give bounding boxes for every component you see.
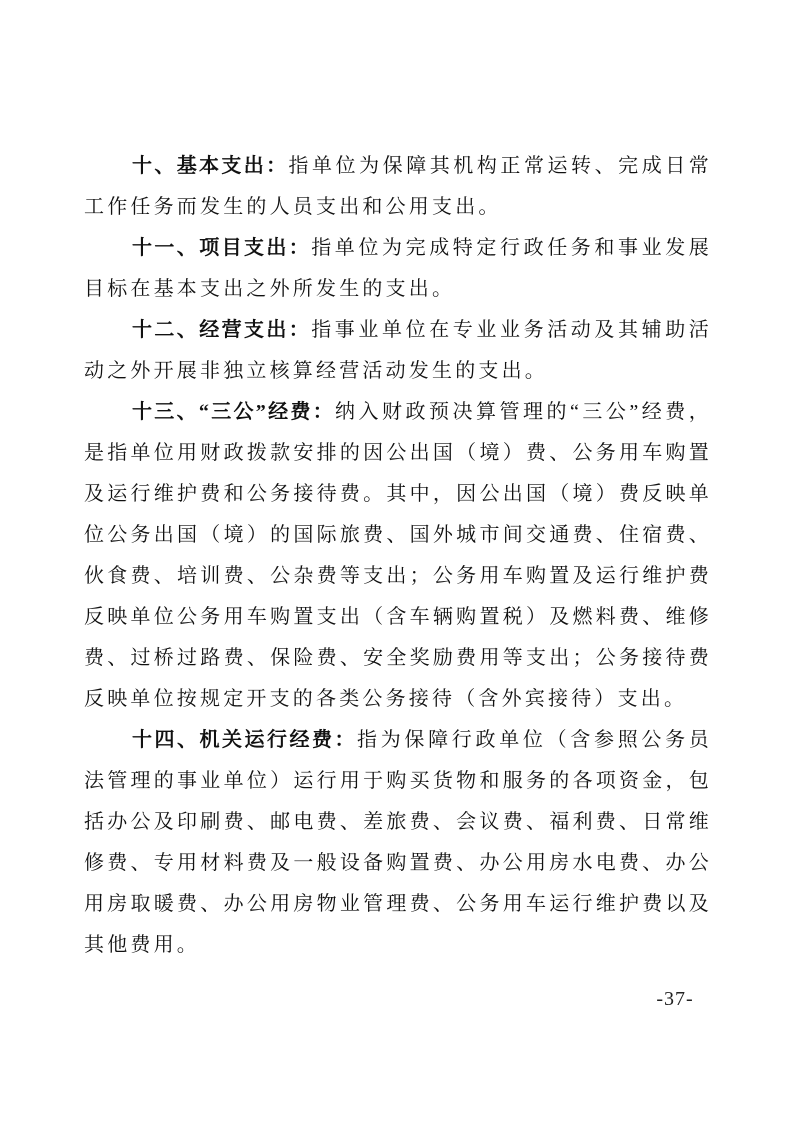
paragraph-body: 纳入财政预决算管理的“三公”经费，是指单位用财政拨款安排的因公出国（境）费、公务用车购置及运行维护费和公务接待费。其中，因公出国（境）费反映单位公务出国（境）的国际旅费、国外城市间交通费、住宿费、伙食费、培训费、公杂费等支出；公务用车购置及运行维护费反映单位公务用车购置支出（含车辆购置税）及燃料费、维修费、过桥过路费、保险费、安全奖励费用等支出；公务接待费反映单位按规定开支的各类公务接待（含外宾接待）支出。 bbox=[84, 401, 713, 710]
paragraph-heading: 十、基本支出： bbox=[132, 155, 289, 177]
paragraph-body: 指单位为完成特定行政任务和事业发展目标在基本支出之外所发生的支出。 bbox=[84, 237, 712, 300]
page-number: -37- bbox=[656, 988, 694, 1010]
paragraph-body: 指单位为保障其机构正常运转、完成日常工作任务而发生的人员支出和公用支出。 bbox=[84, 155, 712, 218]
paragraph bbox=[84, 310, 712, 392]
document-body bbox=[84, 146, 712, 966]
paragraph bbox=[84, 228, 712, 310]
paragraph-heading: 十一、项目支出： bbox=[132, 237, 312, 259]
paragraph-heading: 十四、机关运行经费： bbox=[132, 729, 357, 751]
paragraph-body: 指事业单位在专业业务活动及其辅助活动之外开展非独立核算经营活动发生的支出。 bbox=[84, 319, 712, 382]
paragraph bbox=[84, 146, 712, 228]
paragraph-heading: 十二、经营支出： bbox=[132, 319, 312, 341]
paragraph-heading: 十三、“三公”经费： bbox=[132, 401, 336, 423]
paragraph bbox=[84, 720, 712, 966]
paragraph bbox=[84, 392, 712, 720]
paragraph-body: 指为保障行政单位（含参照公务员法管理的事业单位）运行用于购买货物和服务的各项资金，包括办公及印刷费、邮电费、差旅费、会议费、福利费、日常维修费、专用材料费及一般设备购置费、办公用房水电费、办公用房取暖费、办公用房物业管理费、公务用车运行维护费以及其他费用。 bbox=[84, 729, 712, 956]
